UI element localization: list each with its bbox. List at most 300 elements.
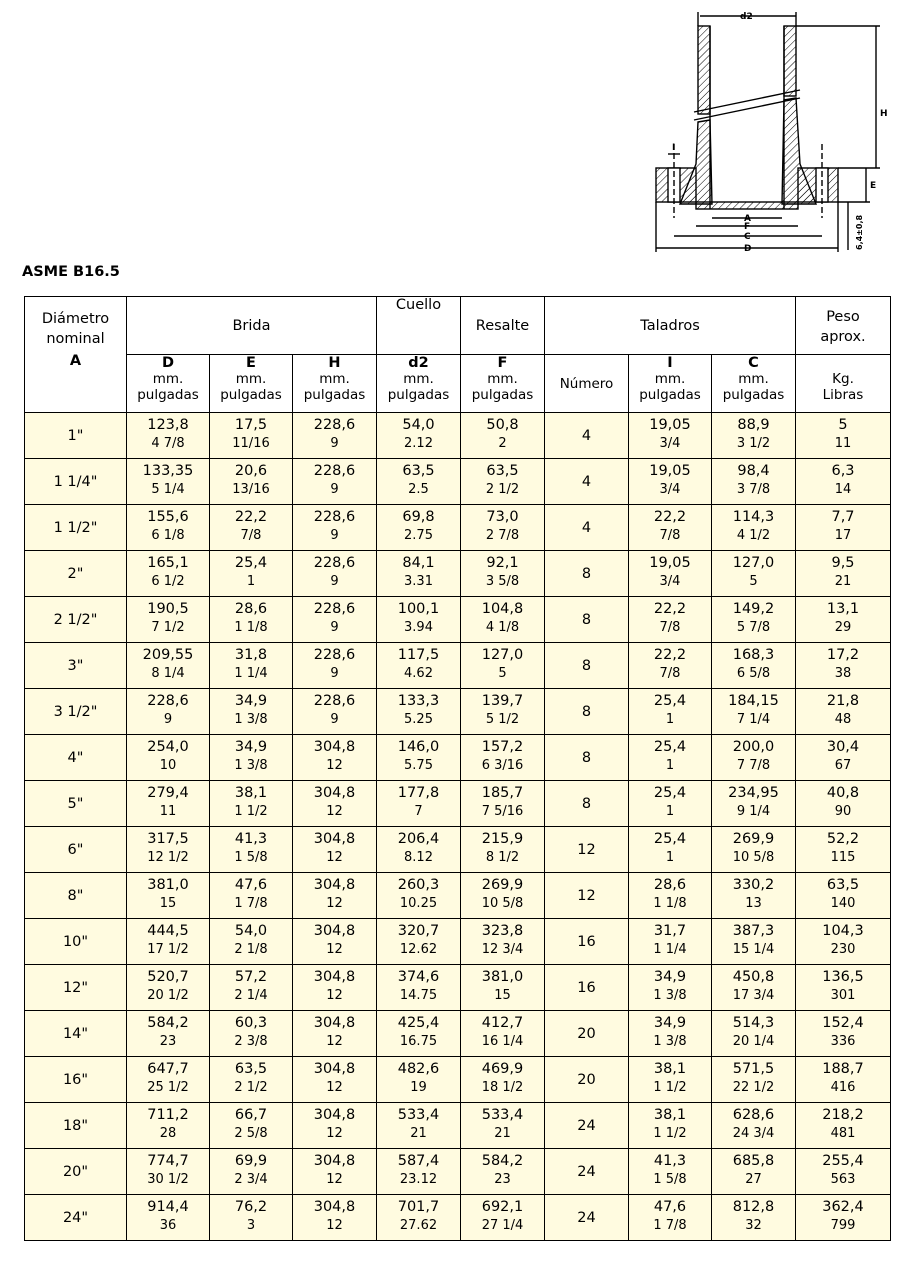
cell-metric: 190,5 [147, 601, 189, 617]
cell-f [461, 1195, 545, 1241]
cell-imperial: 36 [159, 1218, 177, 1233]
cell-imperial: 48 [834, 712, 852, 727]
cell-f [461, 919, 545, 965]
table-row [25, 597, 891, 643]
flange-drawing [640, 4, 890, 260]
cell-metric: 40,8 [826, 785, 860, 801]
cell-h [293, 551, 377, 597]
cell-metric: 28,6 [653, 877, 687, 893]
sub-header-unit: pulgadas [220, 387, 282, 403]
cell-metric: 9,5 [831, 555, 855, 571]
sub-header-numero: Número [545, 355, 629, 413]
drawing-label-e: E [870, 181, 877, 191]
cell-metric: 228,6 [313, 601, 356, 617]
cell-f [461, 597, 545, 643]
cell-d [127, 597, 210, 643]
cell-e [210, 1195, 293, 1241]
cell-imperial: 1 [665, 804, 675, 819]
sub-header-peso [796, 355, 891, 413]
cell-e [210, 505, 293, 551]
cell-metric: 136,5 [822, 969, 864, 985]
cell-d [127, 827, 210, 873]
cell-imperial: 230 [830, 942, 856, 957]
cell-d [127, 919, 210, 965]
cell-metric: 28,6 [234, 601, 268, 617]
cell-w [796, 597, 891, 643]
cell-imperial: 3 7/8 [736, 482, 771, 497]
sub-header-symbol: C [748, 355, 759, 371]
cell-metric: 133,35 [142, 463, 194, 479]
cell-metric: 304,8 [313, 831, 356, 847]
cell-d2 [377, 689, 461, 735]
cell-numero: 8 [545, 735, 629, 781]
cell-metric: 228,6 [147, 693, 189, 709]
cell-metric: 41,3 [653, 1153, 687, 1169]
cell-d2 [377, 873, 461, 919]
cell-imperial: 2.5 [408, 482, 429, 497]
cell-imperial: 17 1/2 [147, 942, 189, 957]
cell-metric: 647,7 [147, 1061, 189, 1077]
cell-metric: 6,3 [831, 463, 855, 479]
cell-h [293, 459, 377, 505]
cell-metric: 812,8 [732, 1199, 775, 1215]
cell-metric: 73,0 [486, 509, 519, 525]
cell-imperial: 20 1/4 [732, 1034, 775, 1049]
sub-header-e [210, 355, 293, 413]
cell-numero: 8 [545, 643, 629, 689]
cell-numero: 8 [545, 597, 629, 643]
cell-metric: 200,0 [732, 739, 775, 755]
cell-imperial: 10.25 [399, 896, 438, 911]
cell-imperial: 12 1/2 [147, 850, 189, 865]
cell-c [712, 1011, 796, 1057]
cell-c [712, 919, 796, 965]
cell-imperial: 1 5/8 [653, 1172, 687, 1187]
table-row [25, 643, 891, 689]
cell-metric: 269,9 [481, 877, 524, 893]
cell-w [796, 689, 891, 735]
cell-imperial: 27 [745, 1172, 762, 1187]
cell-metric: 228,6 [313, 555, 356, 571]
table-row [25, 551, 891, 597]
cell-f [461, 781, 545, 827]
cell-metric: 114,3 [732, 509, 775, 525]
cell-metric: 63,5 [234, 1061, 268, 1077]
cell-metric: 304,8 [313, 1061, 356, 1077]
cell-metric: 69,8 [402, 509, 435, 525]
cell-imperial: 3/4 [659, 482, 681, 497]
cell-nominal: 2 1/2" [25, 597, 127, 643]
cell-numero: 24 [545, 1149, 629, 1195]
cell-imperial: 8 1/2 [485, 850, 520, 865]
cell-w [796, 413, 891, 459]
cell-metric: 34,9 [234, 693, 268, 709]
cell-c [712, 459, 796, 505]
cell-imperial: 30 1/2 [147, 1172, 189, 1187]
cell-e [210, 735, 293, 781]
cell-imperial: 2 1/2 [234, 1080, 268, 1095]
cell-imperial: 3/4 [659, 436, 681, 451]
table-row [25, 1149, 891, 1195]
drawing-label-c: C [744, 232, 751, 242]
cell-metric: 149,2 [732, 601, 775, 617]
cell-metric: 13,1 [826, 601, 860, 617]
cell-numero: 4 [545, 413, 629, 459]
cell-imperial: 7 5/16 [481, 804, 524, 819]
cell-imperial: 7/8 [659, 620, 681, 635]
cell-d [127, 551, 210, 597]
cell-imperial: 3/4 [659, 574, 681, 589]
table-row [25, 1103, 891, 1149]
cell-imperial: 6 5/8 [736, 666, 771, 681]
cell-imperial: 1 5/8 [234, 850, 268, 865]
cell-numero: 12 [545, 873, 629, 919]
cell-w [796, 1195, 891, 1241]
sub-header-unit: Libras [822, 387, 864, 403]
cell-imperial: 23 [494, 1172, 511, 1187]
cell-f [461, 505, 545, 551]
cell-d2 [377, 551, 461, 597]
cell-f [461, 1149, 545, 1195]
cell-h [293, 505, 377, 551]
cell-e [210, 1149, 293, 1195]
standard-title: ASME B16.5 [22, 264, 120, 280]
cell-metric: 63,5 [826, 877, 860, 893]
cell-metric: 692,1 [481, 1199, 524, 1215]
header-taladros: Taladros [545, 297, 796, 355]
cell-metric: 469,9 [481, 1061, 524, 1077]
cell-metric: 98,4 [737, 463, 770, 479]
sub-header-d [127, 355, 210, 413]
cell-f [461, 1103, 545, 1149]
cell-imperial: 8.12 [404, 850, 433, 865]
cell-imperial: 20 1/2 [147, 988, 189, 1003]
cell-imperial: 2 1/2 [485, 482, 520, 497]
cell-d [127, 1149, 210, 1195]
cell-w [796, 1149, 891, 1195]
cell-imperial: 5.25 [404, 712, 433, 727]
cell-imperial: 12 [326, 942, 343, 957]
table-row [25, 919, 891, 965]
cell-d [127, 1011, 210, 1057]
cell-imperial: 1 1/2 [653, 1126, 687, 1141]
cell-imperial: 38 [834, 666, 852, 681]
drawing-label-d2: d2 [740, 12, 753, 22]
cell-imperial: 90 [834, 804, 852, 819]
cell-imperial: 12 [326, 1126, 343, 1141]
cell-imperial: 5 1/2 [485, 712, 520, 727]
cell-metric: 47,6 [653, 1199, 687, 1215]
cell-imperial: 3.31 [404, 574, 433, 589]
cell-imperial: 11/16 [232, 436, 270, 451]
cell-d [127, 1103, 210, 1149]
cell-imperial: 3 [246, 1218, 256, 1233]
cell-d2 [377, 1103, 461, 1149]
sub-header-f [461, 355, 545, 413]
drawing-label-i: I [672, 143, 676, 153]
cell-metric: 52,2 [826, 831, 860, 847]
cell-d [127, 643, 210, 689]
cell-imperial: 5 [749, 574, 758, 589]
cell-c [712, 1195, 796, 1241]
cell-metric: 234,95 [728, 785, 779, 801]
cell-imperial: 10 5/8 [732, 850, 775, 865]
cell-metric: 54,0 [234, 923, 268, 939]
cell-metric: 381,0 [147, 877, 189, 893]
cell-metric: 25,4 [653, 693, 687, 709]
cell-imperial: 18 1/2 [481, 1080, 524, 1095]
cell-imperial: 4 1/2 [736, 528, 771, 543]
cell-metric: 123,8 [147, 417, 189, 433]
cell-nominal: 12" [25, 965, 127, 1011]
cell-metric: 34,9 [234, 739, 268, 755]
cell-metric: 22,2 [653, 647, 687, 663]
cell-imperial: 2 [498, 436, 507, 451]
cell-e [210, 459, 293, 505]
drawing-label-a: A [744, 214, 751, 224]
cell-metric: 304,8 [313, 1199, 356, 1215]
cell-metric: 323,8 [481, 923, 524, 939]
cell-nominal: 16" [25, 1057, 127, 1103]
cell-numero: 20 [545, 1011, 629, 1057]
cell-imperial: 1 1/2 [653, 1080, 687, 1095]
cell-f [461, 1011, 545, 1057]
cell-imperial: 1 [665, 712, 675, 727]
cell-metric: 76,2 [234, 1199, 268, 1215]
cell-d [127, 1057, 210, 1103]
cell-w [796, 459, 891, 505]
sub-header-symbol: D [161, 355, 175, 371]
cell-metric: 374,6 [397, 969, 440, 985]
cell-e [210, 551, 293, 597]
cell-metric: 41,3 [234, 831, 268, 847]
cell-nominal: 1 1/4" [25, 459, 127, 505]
cell-metric: 412,7 [481, 1015, 524, 1031]
cell-nominal: 5" [25, 781, 127, 827]
cell-i [629, 689, 712, 735]
cell-f [461, 413, 545, 459]
cell-metric: 157,2 [481, 739, 524, 755]
cell-e [210, 919, 293, 965]
cell-i [629, 1195, 712, 1241]
cell-nominal: 14" [25, 1011, 127, 1057]
drawing-label-d: D [744, 244, 752, 254]
cell-imperial: 25 1/2 [147, 1080, 189, 1095]
cell-w [796, 505, 891, 551]
cell-imperial: 1 3/8 [653, 1034, 687, 1049]
cell-imperial: 1 7/8 [234, 896, 268, 911]
cell-h [293, 1057, 377, 1103]
cell-imperial: 1 7/8 [653, 1218, 687, 1233]
cell-i [629, 597, 712, 643]
cell-w [796, 781, 891, 827]
cell-f [461, 873, 545, 919]
cell-c [712, 1149, 796, 1195]
cell-d2 [377, 1195, 461, 1241]
cell-i [629, 919, 712, 965]
cell-metric: 711,2 [147, 1107, 189, 1123]
cell-imperial: 11 [159, 804, 177, 819]
cell-d2 [377, 1011, 461, 1057]
drawing-label-tolerance: 6,4±0,8 [855, 214, 864, 250]
cell-metric: 69,9 [234, 1153, 268, 1169]
table-row [25, 1195, 891, 1241]
table-row [25, 689, 891, 735]
cell-metric: 34,9 [653, 1015, 687, 1031]
cell-imperial: 9 1/4 [736, 804, 771, 819]
cell-h [293, 689, 377, 735]
cell-imperial: 1 1/8 [653, 896, 687, 911]
cell-i [629, 965, 712, 1011]
cell-imperial: 6 1/8 [151, 528, 185, 543]
cell-metric: 20,6 [234, 463, 268, 479]
cell-metric: 450,8 [732, 969, 775, 985]
cell-metric: 22,2 [234, 509, 268, 525]
cell-c [712, 597, 796, 643]
cell-imperial: 13/16 [232, 482, 270, 497]
cell-metric: 63,5 [402, 463, 435, 479]
cell-metric: 152,4 [822, 1015, 864, 1031]
cell-i [629, 1057, 712, 1103]
cell-imperial: 9 [330, 666, 339, 681]
cell-metric: 701,7 [397, 1199, 440, 1215]
cell-d2 [377, 459, 461, 505]
sub-header-unit: pulgadas [471, 387, 534, 403]
cell-metric: 60,3 [234, 1015, 268, 1031]
cell-imperial: 23 [159, 1034, 177, 1049]
sub-header-symbol: E [246, 355, 256, 371]
cell-metric: 127,0 [732, 555, 775, 571]
cell-imperial: 17 [834, 528, 852, 543]
cell-imperial: 27 1/4 [481, 1218, 524, 1233]
cell-metric: 38,1 [653, 1107, 687, 1123]
cell-imperial: 336 [830, 1034, 856, 1049]
cell-metric: 304,8 [313, 969, 356, 985]
cell-imperial: 481 [830, 1126, 856, 1141]
cell-imperial: 1 1/4 [234, 666, 268, 681]
cell-d2 [377, 827, 461, 873]
cell-c [712, 873, 796, 919]
cell-metric: 774,7 [147, 1153, 189, 1169]
cell-d2 [377, 505, 461, 551]
cell-imperial: 15 1/4 [732, 942, 775, 957]
table-row [25, 1011, 891, 1057]
cell-d2 [377, 1057, 461, 1103]
cell-metric: 92,1 [486, 555, 519, 571]
cell-d [127, 735, 210, 781]
cell-c [712, 1057, 796, 1103]
cell-imperial: 416 [830, 1080, 856, 1095]
cell-metric: 63,5 [486, 463, 519, 479]
sub-header-symbol: H [328, 355, 341, 371]
cell-metric: 304,8 [313, 923, 356, 939]
cell-metric: 228,6 [313, 463, 356, 479]
cell-imperial: 9 [330, 574, 339, 589]
cell-metric: 104,3 [822, 923, 864, 939]
cell-i [629, 735, 712, 781]
cell-numero: 24 [545, 1103, 629, 1149]
cell-i [629, 413, 712, 459]
cell-metric: 533,4 [397, 1107, 440, 1123]
cell-metric: 50,8 [486, 417, 519, 433]
cell-metric: 304,8 [313, 1153, 356, 1169]
table-row [25, 781, 891, 827]
cell-imperial: 8 1/4 [151, 666, 185, 681]
cell-metric: 66,7 [234, 1107, 268, 1123]
cell-metric: 317,5 [147, 831, 189, 847]
cell-c [712, 827, 796, 873]
cell-imperial: 2 5/8 [234, 1126, 268, 1141]
cell-imperial: 17 3/4 [732, 988, 775, 1003]
cell-numero: 24 [545, 1195, 629, 1241]
cell-metric: 584,2 [481, 1153, 524, 1169]
cell-metric: 228,6 [313, 509, 356, 525]
cell-h [293, 781, 377, 827]
cell-f [461, 827, 545, 873]
cell-metric: 17,2 [826, 647, 860, 663]
cell-metric: 22,2 [653, 601, 687, 617]
cell-metric: 19,05 [649, 555, 691, 571]
sub-header-unit: pulgadas [137, 387, 199, 403]
cell-d [127, 873, 210, 919]
cell-h [293, 735, 377, 781]
cell-imperial: 12 3/4 [481, 942, 524, 957]
cell-imperial: 12 [326, 1034, 343, 1049]
cell-i [629, 459, 712, 505]
cell-metric: 21,8 [826, 693, 860, 709]
cell-imperial: 7 7/8 [736, 758, 771, 773]
cell-metric: 628,6 [732, 1107, 775, 1123]
cell-imperial: 3 5/8 [485, 574, 520, 589]
cell-nominal: 4" [25, 735, 127, 781]
cell-imperial: 12 [326, 804, 343, 819]
cell-metric: 228,6 [313, 417, 356, 433]
cell-imperial: 9 [330, 482, 339, 497]
cell-imperial: 3 1/2 [736, 436, 771, 451]
cell-metric: 117,5 [397, 647, 440, 663]
cell-metric: 139,7 [481, 693, 524, 709]
cell-imperial: 27.62 [399, 1218, 438, 1233]
cell-nominal: 3" [25, 643, 127, 689]
table-row [25, 965, 891, 1011]
cell-c [712, 735, 796, 781]
cell-nominal: 2" [25, 551, 127, 597]
cell-imperial: 6 3/16 [481, 758, 524, 773]
cell-metric: 206,4 [397, 831, 440, 847]
sub-header-unit: mm. [319, 371, 350, 387]
cell-nominal: 20" [25, 1149, 127, 1195]
sub-header-unit: mm. [738, 371, 769, 387]
table-row [25, 505, 891, 551]
cell-e [210, 1103, 293, 1149]
cell-imperial: 28 [159, 1126, 177, 1141]
cell-imperial: 7 1/4 [736, 712, 771, 727]
cell-imperial: 1 3/8 [653, 988, 687, 1003]
cell-metric: 31,8 [234, 647, 268, 663]
cell-metric: 304,8 [313, 877, 356, 893]
cell-imperial: 19 [410, 1080, 427, 1095]
cell-metric: 31,7 [653, 923, 687, 939]
cell-numero: 20 [545, 1057, 629, 1103]
cell-imperial: 9 [330, 436, 339, 451]
cell-f [461, 551, 545, 597]
cell-imperial: 10 [159, 758, 177, 773]
cell-numero: 4 [545, 505, 629, 551]
cell-metric: 185,7 [481, 785, 524, 801]
sub-header-symbol [796, 355, 890, 371]
cell-metric: 19,05 [649, 463, 691, 479]
cell-h [293, 873, 377, 919]
